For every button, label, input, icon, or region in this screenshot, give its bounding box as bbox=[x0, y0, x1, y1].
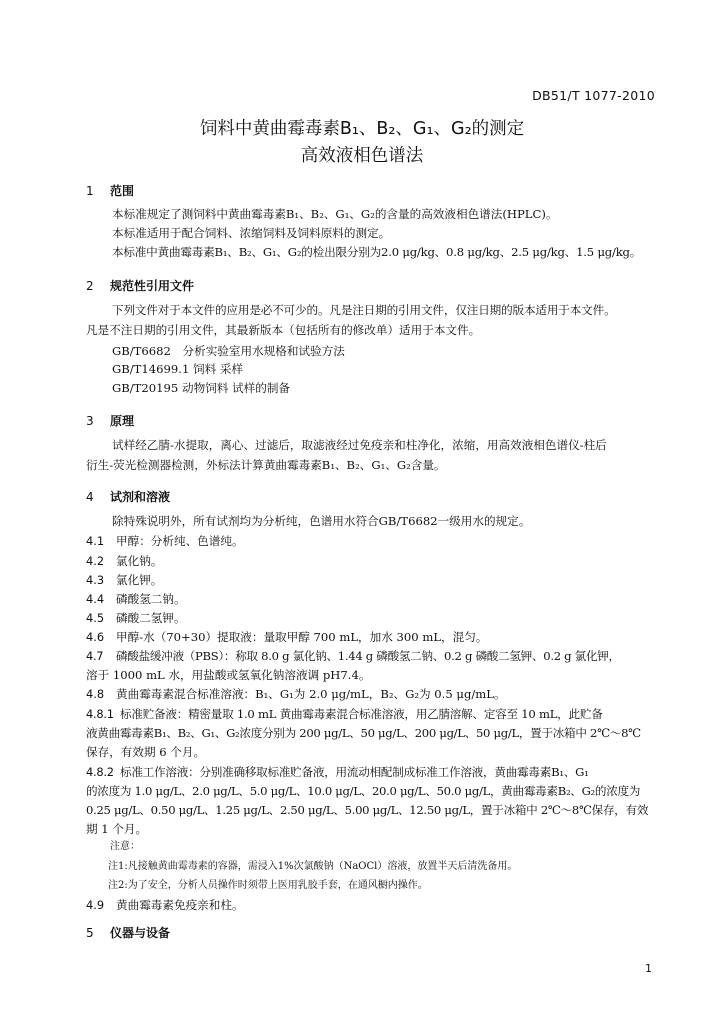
item-text: 甲醇-水（70+30）提取液：量取甲醇 700 mL，加水 300 mL，混匀。 bbox=[116, 630, 488, 644]
item-continuation: 保存，有效期 6 个月。 bbox=[86, 745, 206, 759]
item-number: 4.2 bbox=[86, 554, 105, 568]
item-number: 4.9 bbox=[86, 898, 105, 912]
item-text: 甲醇：分析纯、色谱纯。 bbox=[116, 534, 244, 548]
section-2-heading bbox=[86, 277, 194, 294]
numbered-item bbox=[86, 610, 186, 626]
section-title: 试剂和溶液 bbox=[110, 490, 171, 504]
numbered-item bbox=[86, 897, 244, 913]
item-number: 4.5 bbox=[86, 611, 105, 625]
paragraph-line: 本标准规定了测饲料中黄曲霉毒素B₁、B₂、G₁、G₂的含量的高效液相色谱法(HPLC)。 bbox=[112, 207, 558, 221]
numbered-item bbox=[86, 648, 620, 664]
item-text: 磷酸盐缓冲液（PBS）：称取 8.0 g 氯化钠、1.44 g 磷酸氢二钠、0.2 g 磷酸二氢钾、0.2 g 氯化钾， bbox=[116, 649, 620, 663]
item-text: 标准工作溶液：分别准确移取标准贮备液，用流动相配制成标准工作溶液，黄曲霉毒素B₁、G₁ bbox=[120, 765, 589, 779]
numbered-item bbox=[86, 591, 186, 607]
item-text: 氯化钾。 bbox=[116, 573, 163, 587]
notes-label: 注意： bbox=[110, 841, 140, 852]
item-number: 4.6 bbox=[86, 630, 105, 644]
item-text: 黄曲霉毒素混合标准溶液：B₁、G₁为 2.0 μg/mL，B₂、G₂为 0.5 μg/mL。 bbox=[116, 687, 506, 701]
note-2: 注2:为了安全，分析人员操作时须带上医用乳胶手套，在通风橱内操作。 bbox=[108, 880, 428, 891]
paragraph-line: 试样经乙腈-水提取，离心、过滤后，取滤液经过免疫亲和柱净化，浓缩，用高效液相色谱仪-柱后 bbox=[112, 438, 607, 452]
section-number: 4 bbox=[86, 490, 94, 504]
item-text: 标准贮备液：精密量取 1.0 mL 黄曲霉毒素混合标准溶液，用乙腈溶解、定容至 10 mL，此贮备 bbox=[120, 707, 603, 721]
reference-item: GB/T6682 分析实验室用水规格和试验方法 bbox=[112, 344, 345, 358]
paragraph-line: 衍生-荧光检测器检测，外标法计算黄曲霉毒素B₁、B₂、G₁、G₂含量。 bbox=[86, 458, 446, 472]
standard-code: DB51/T 1077-2010 bbox=[532, 88, 655, 103]
numbered-item bbox=[86, 764, 589, 780]
item-number: 4.8 bbox=[86, 687, 105, 701]
item-number: 4.4 bbox=[86, 592, 105, 606]
doc-title-line1: 饲料中黄曲霉毒素B₁、B₂、G₁、G₂的测定 bbox=[199, 119, 525, 139]
paragraph-line: 凡是不注日期的引用文件，其最新版本（包括所有的修改单）适用于本文件。 bbox=[86, 323, 481, 337]
item-continuation: 的浓度为 1.0 μg/L、2.0 μg/L、5.0 μg/L、10.0 μg/L、20.0 μg/L、50.0 μg/L，黄曲霉毒素B₂、G₂的浓度为 bbox=[86, 784, 641, 798]
numbered-item bbox=[86, 686, 506, 702]
section-3-heading bbox=[86, 412, 134, 429]
paragraph-line: 除特殊说明外，所有试剂均为分析纯，色谱用水符合GB/T6682一级用水的规定。 bbox=[112, 514, 531, 528]
reference-item: GB/T20195 动物饲料 试样的制备 bbox=[112, 381, 291, 395]
section-title: 范围 bbox=[110, 184, 135, 198]
paragraph-line: 本标准适用于配合饲料、浓缩饲料及饲料原料的测定。 bbox=[112, 226, 391, 240]
section-title: 仪器与设备 bbox=[110, 926, 171, 940]
section-5-heading bbox=[86, 924, 170, 941]
item-text: 磷酸氢二钠。 bbox=[116, 592, 186, 606]
item-number: 4.7 bbox=[86, 649, 104, 663]
doc-title-line2: 高效液相色谱法 bbox=[300, 146, 424, 166]
section-title: 原理 bbox=[110, 414, 135, 428]
reference-item: GB/T14699.1 饲料 采样 bbox=[112, 362, 244, 376]
item-number: 4.8.2 bbox=[86, 765, 114, 779]
section-1-heading bbox=[86, 182, 134, 199]
page-number: 1 bbox=[645, 962, 652, 975]
item-number: 4.8.1 bbox=[86, 707, 114, 721]
item-text: 黄曲霉毒素免疫亲和柱。 bbox=[116, 898, 244, 912]
item-continuation: 溶于 1000 mL 水，用盐酸或氢氧化钠溶液调 pH7.4。 bbox=[86, 668, 371, 682]
numbered-item bbox=[86, 533, 244, 549]
section-number: 5 bbox=[86, 926, 94, 940]
item-continuation: 0.25 μg/L、0.50 μg/L、1.25 μg/L、2.50 μg/L、5.00 μg/L、12.50 μg/L，置于冰箱中 2℃～8℃保存，有效 bbox=[86, 803, 649, 817]
numbered-item bbox=[86, 553, 162, 569]
paragraph-line: 本标准中黄曲霉毒素B₁、B₂、G₁、G₂的检出限分别为2.0 μg/kg、0.8 μg/kg、2.5 μg/kg、1.5 μg/kg。 bbox=[112, 245, 642, 259]
note-1: 注1:凡接触黄曲霉毒素的容器，需浸入1%次氯酸钠（NaOCl）溶液，放置半天后清洗备用。 bbox=[108, 861, 518, 872]
section-number: 1 bbox=[86, 184, 94, 198]
numbered-item bbox=[86, 706, 603, 722]
item-continuation: 液黄曲霉毒素B₁、B₂、G₁、G₂浓度分别为 200 μg/L、50 μg/L、200 μg/L、50 μg/L，置于冰箱中 2℃～8℃ bbox=[86, 726, 641, 740]
section-number: 3 bbox=[86, 414, 94, 428]
numbered-item bbox=[86, 629, 487, 645]
section-4-heading bbox=[86, 488, 170, 505]
item-number: 4.1 bbox=[86, 534, 105, 548]
section-number: 2 bbox=[86, 279, 94, 293]
item-continuation: 期 1 个月。 bbox=[86, 822, 148, 836]
section-title: 规范性引用文件 bbox=[110, 279, 195, 293]
item-text: 氯化钠。 bbox=[116, 554, 163, 568]
numbered-item bbox=[86, 572, 162, 588]
item-number: 4.3 bbox=[86, 573, 105, 587]
item-text: 磷酸二氢钾。 bbox=[116, 611, 186, 625]
paragraph-line: 下列文件对于本文件的应用是必不可少的。凡是注日期的引用文件，仅注日期的版本适用于本文件。 bbox=[112, 303, 616, 317]
